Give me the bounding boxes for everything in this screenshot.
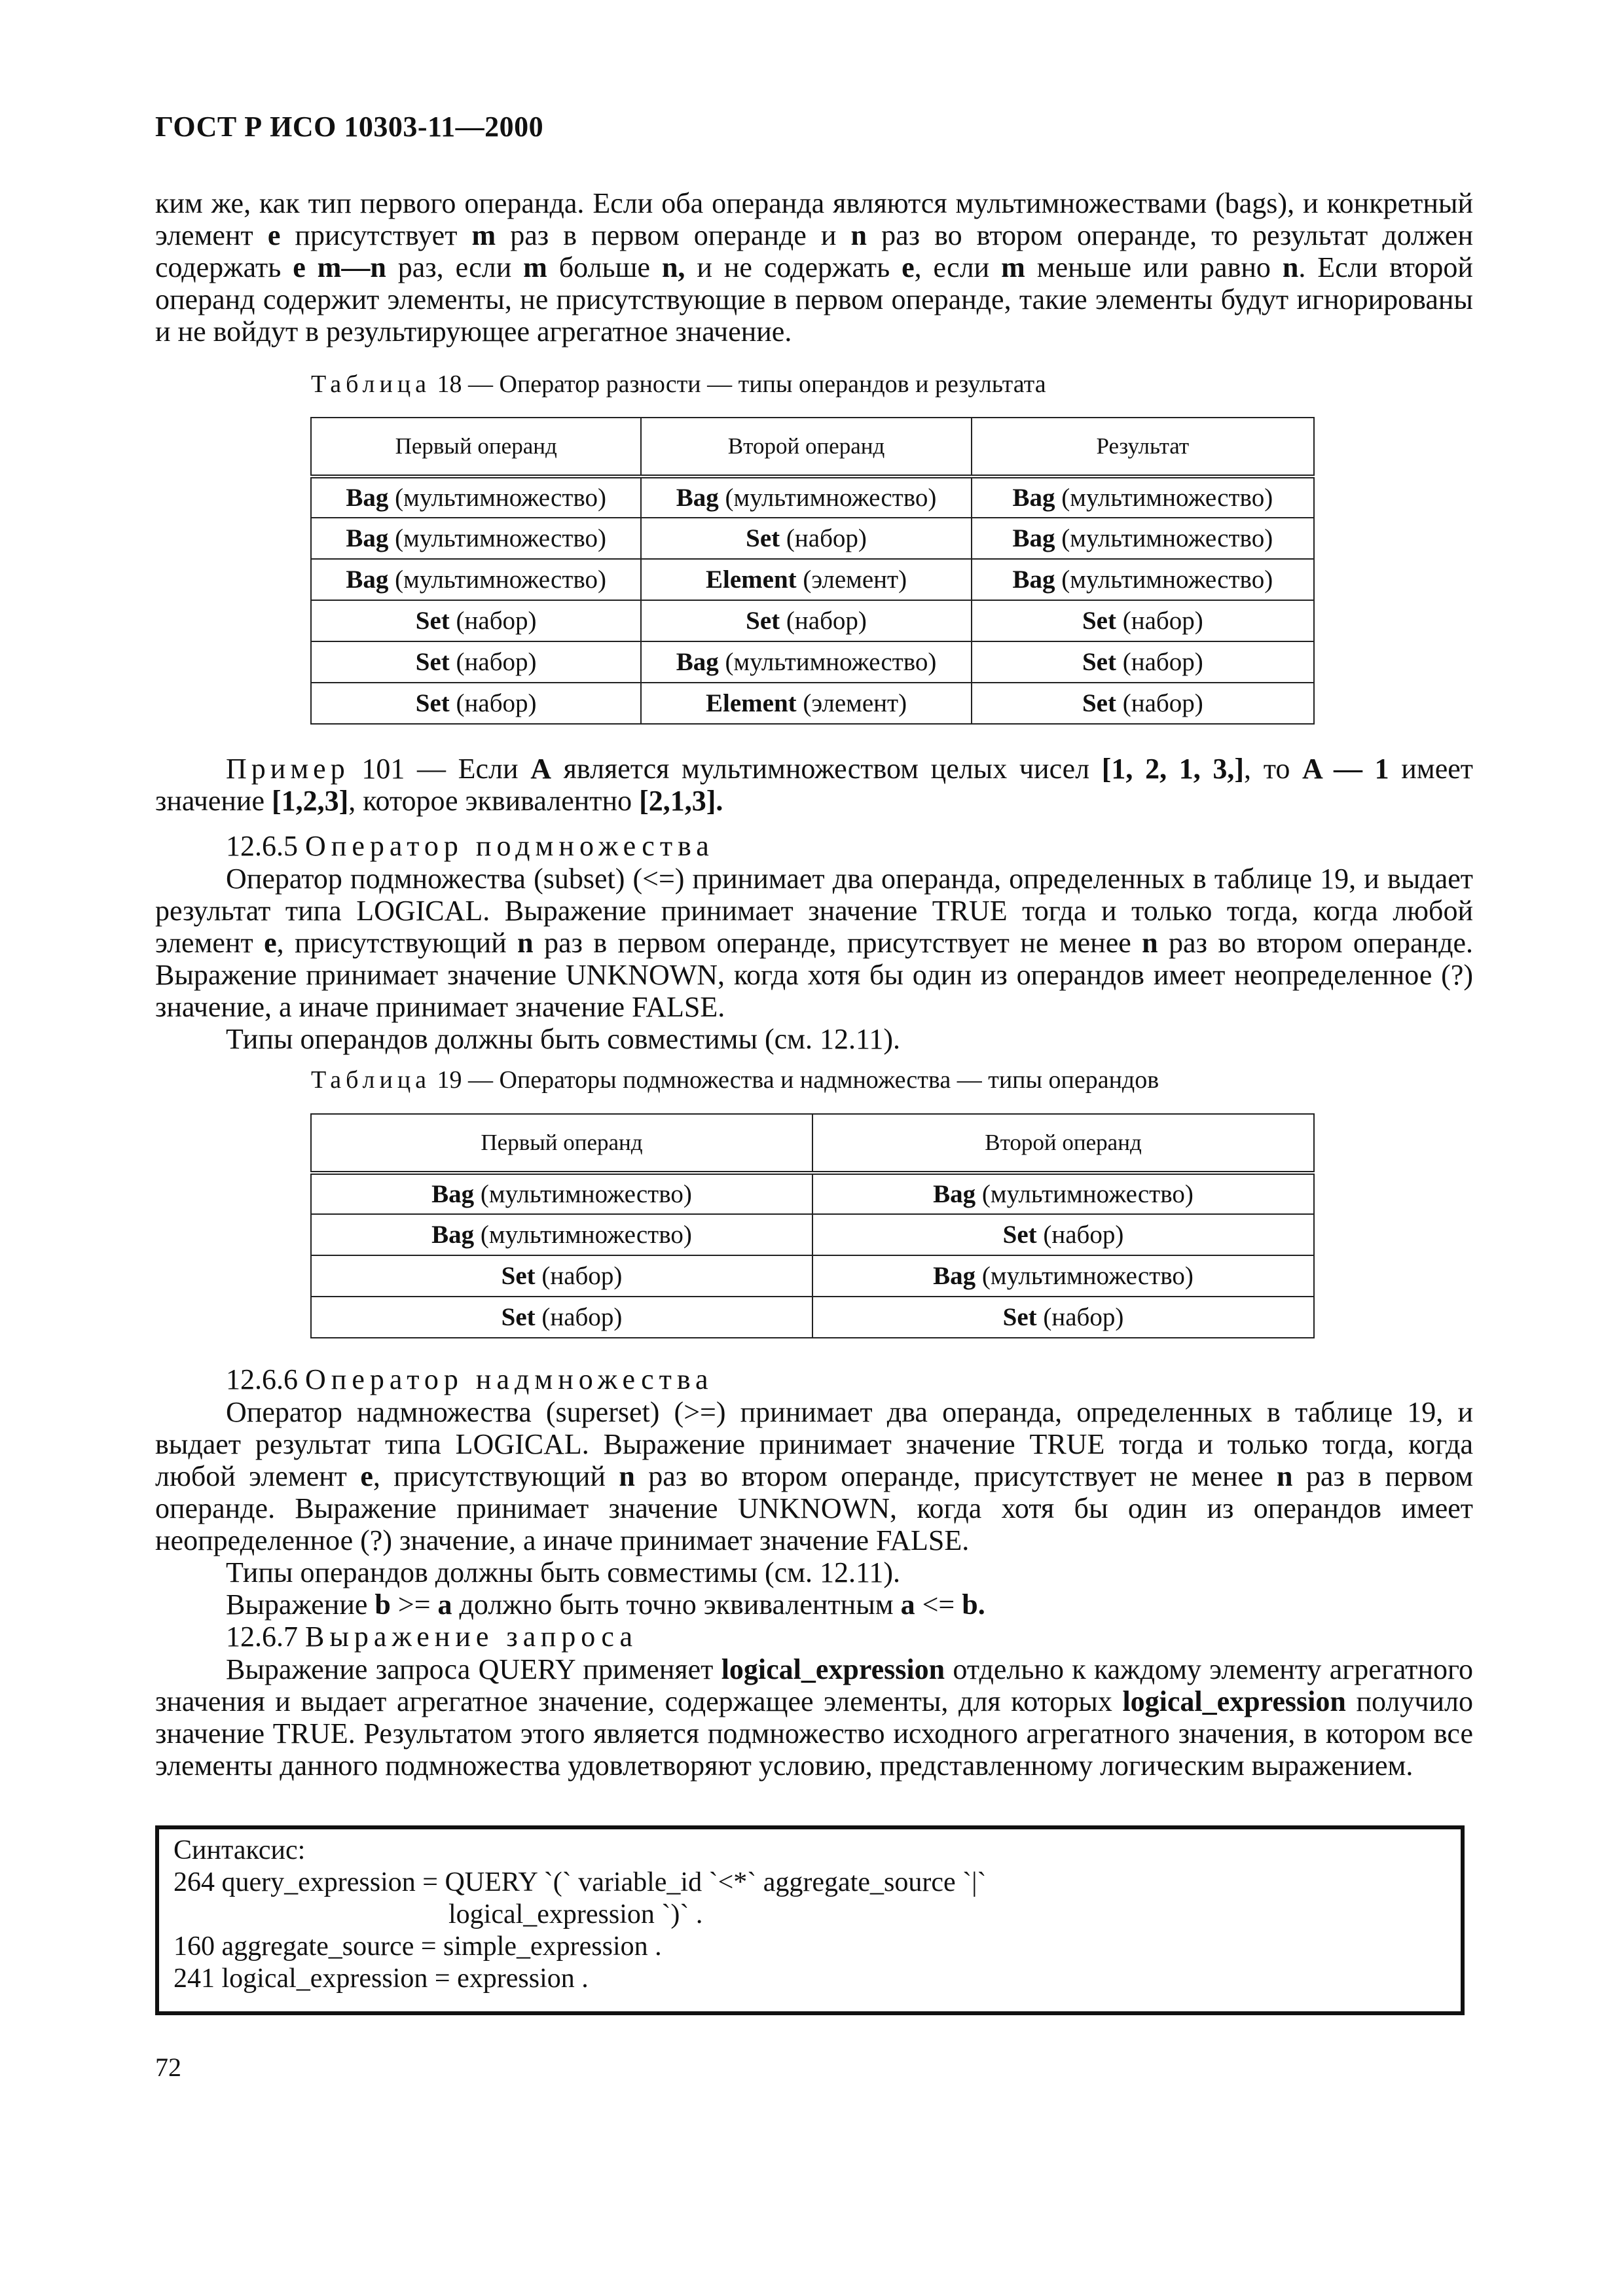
table18-header-cell: Результат — [972, 418, 1314, 476]
page-header: ГОСТ Р ИСО 10303-11—2000 — [155, 111, 544, 143]
table-row — [311, 600, 1314, 641]
paragraph-query: Выражение запроса QUERY применяет logical_expression отдельно к каждому элементу агрегатного значения и выдает агрегатное значение, содержащее элементы, для которых logical_expression получило значение TRUE. Результатом этого является подмножество исходного агрегатного значения, в котором все элементы данного подмножества удовлетворяют условию, представленному логическим выражением. — [155, 1653, 1474, 1782]
table-row — [311, 476, 1314, 518]
table19-body — [311, 1173, 1314, 1338]
heading-12-6-6-title: Оператор надмножества — [305, 1363, 714, 1395]
table-cell: Bag (мультимножество) — [812, 1255, 1314, 1297]
table-cell: Element (элемент) — [641, 559, 971, 600]
table19-header-cell: Второй операнд — [812, 1114, 1314, 1173]
syntax-line: logical_expression `)` . — [173, 1899, 703, 1929]
syntax-line: 241 logical_expression = expression . — [173, 1964, 589, 1994]
table-row — [311, 641, 1314, 683]
table-row — [311, 683, 1314, 724]
table-cell: Bag (мультимножество) — [311, 1214, 812, 1255]
table-cell: Set (набор) — [812, 1297, 1314, 1338]
table-cell: Set (набор) — [311, 641, 641, 683]
table-row — [311, 559, 1314, 600]
table-cell: Set (набор) — [641, 518, 971, 559]
table-cell: Bag (мультимножество) — [311, 559, 641, 600]
table-row — [311, 1214, 1314, 1255]
syntax-line: 160 aggregate_source = simple_expression . — [173, 1931, 662, 1962]
table-row — [311, 1255, 1314, 1297]
table-cell: Set (набор) — [311, 1297, 812, 1338]
heading-12-6-5 — [226, 830, 714, 862]
paragraph-equivalence: Выражение b >= a должно быть точно эквивалентным a <= b. — [226, 1588, 985, 1621]
table-cell: Set (набор) — [972, 683, 1314, 724]
heading-12-6-7 — [226, 1621, 638, 1653]
table-cell: Set (набор) — [641, 600, 971, 641]
paragraph-subset-compat: Типы операндов должны быть совместимы (см. 12.11). — [226, 1023, 901, 1055]
paragraph-difference-continuation: ким же, как тип первого операнда. Если оба операнда являются мультимножествами (bags), и конкретный элемент e присутствует m раз в первом операнде и n раз во втором операнде, то результат должен содержать e m—n раз, если m больше n, и не содержать e, если m меньше или равно n. Если второй операнд содержит элементы, не присутствующие в первом операнде, такие элементы будут игнорированы и не войдут в результирующее агрегатное значение. — [155, 187, 1474, 348]
table-cell: Bag (мультимножество) — [311, 476, 641, 518]
table-cell: Set (набор) — [812, 1214, 1314, 1255]
table-cell: Bag (мультимножество) — [812, 1173, 1314, 1214]
syntax-line: 264 query_expression = QUERY `(` variable_id `<*` aggregate_source `|` — [173, 1867, 987, 1897]
table-row — [311, 1173, 1314, 1214]
table18-header-cell: Второй операнд — [641, 418, 971, 476]
table19-caption-label: Таблица — [311, 1066, 431, 1094]
heading-12-6-6 — [226, 1363, 714, 1395]
table-cell: Bag (мультимножество) — [641, 476, 971, 518]
table-cell: Set (набор) — [972, 641, 1314, 683]
table-cell: Bag (мультимножество) — [311, 518, 641, 559]
table-row — [311, 518, 1314, 559]
table18-header-row — [311, 418, 1314, 476]
table-cell: Set (набор) — [972, 600, 1314, 641]
paragraph-subset: Оператор подмножества (subset) (<=) принимает два операнда, определенных в таблице 19, и выдает результат типа LOGICAL. Выражение принимает значение TRUE тогда и только тогда, когда любой элемент e, присутствующий n раз в первом операнде, присутствует не менее n раз во втором операнде. Выражение принимает значение UNKNOWN, когда хотя бы один из операндов имеет неопределенное (?) значение, а иначе принимает значение FALSE. — [155, 863, 1473, 1023]
table18-caption-text: 18 — Оператор разности — типы операндов и результата — [437, 370, 1046, 398]
table19-caption — [311, 1066, 1159, 1094]
example-101: Пример 101 — Если A является мультимножеством целых чисел [1, 2, 1, 3,], то A — 1 имеет значение [1,2,3], которое эквивалентно [2,1,3]. — [155, 753, 1473, 817]
table19-caption-text: 19 — Операторы подмножества и надмножества — типы операндов — [437, 1066, 1159, 1094]
table-cell: Set (набор) — [311, 1255, 812, 1297]
table18-caption — [311, 370, 1046, 399]
heading-12-6-6-number: 12.6.6 — [226, 1363, 298, 1395]
paragraph-superset-compat: Типы операндов должны быть совместимы (см. 12.11). — [226, 1556, 901, 1588]
table18-body — [311, 476, 1314, 724]
page-number: 72 — [155, 2053, 181, 2082]
table19-header-row — [311, 1114, 1314, 1173]
table-cell: Bag (мультимножество) — [641, 641, 971, 683]
table18-header-cell: Первый операнд — [311, 418, 641, 476]
heading-12-6-5-title: Оператор подмножества — [305, 830, 714, 862]
table-19 — [310, 1113, 1315, 1338]
table-row — [311, 1297, 1314, 1338]
paragraph-superset: Оператор надмножества (superset) (>=) принимает два операнда, определенных в таблице 19, и выдает результат типа LOGICAL. Выражение принимает значение TRUE тогда и только тогда, когда любой элемент e, присутствующий n раз во втором операнде, присутствует не менее n раз в первом операнде. Выражение принимает значение UNKNOWN, когда хотя бы один из операндов имеет неопределенное (?) значение, а иначе принимает значение FALSE. — [155, 1396, 1473, 1556]
table-cell: Bag (мультимножество) — [311, 1173, 812, 1214]
table-cell: Bag (мультимножество) — [972, 559, 1314, 600]
heading-12-6-7-title: Выражение запроса — [305, 1621, 638, 1653]
table-cell: Set (набор) — [311, 683, 641, 724]
table-cell: Set (набор) — [311, 600, 641, 641]
table-cell: Bag (мультимножество) — [972, 518, 1314, 559]
table-18 — [310, 417, 1315, 725]
syntax-box — [155, 1825, 1465, 2015]
table-cell: Element (элемент) — [641, 683, 971, 724]
syntax-line: Синтаксис: — [173, 1835, 306, 1865]
table19-header-cell: Первый операнд — [311, 1114, 812, 1173]
heading-12-6-5-number: 12.6.5 — [226, 830, 298, 862]
table18-caption-label: Таблица — [311, 370, 431, 398]
heading-12-6-7-number: 12.6.7 — [226, 1621, 298, 1653]
table-cell: Bag (мультимножество) — [972, 476, 1314, 518]
